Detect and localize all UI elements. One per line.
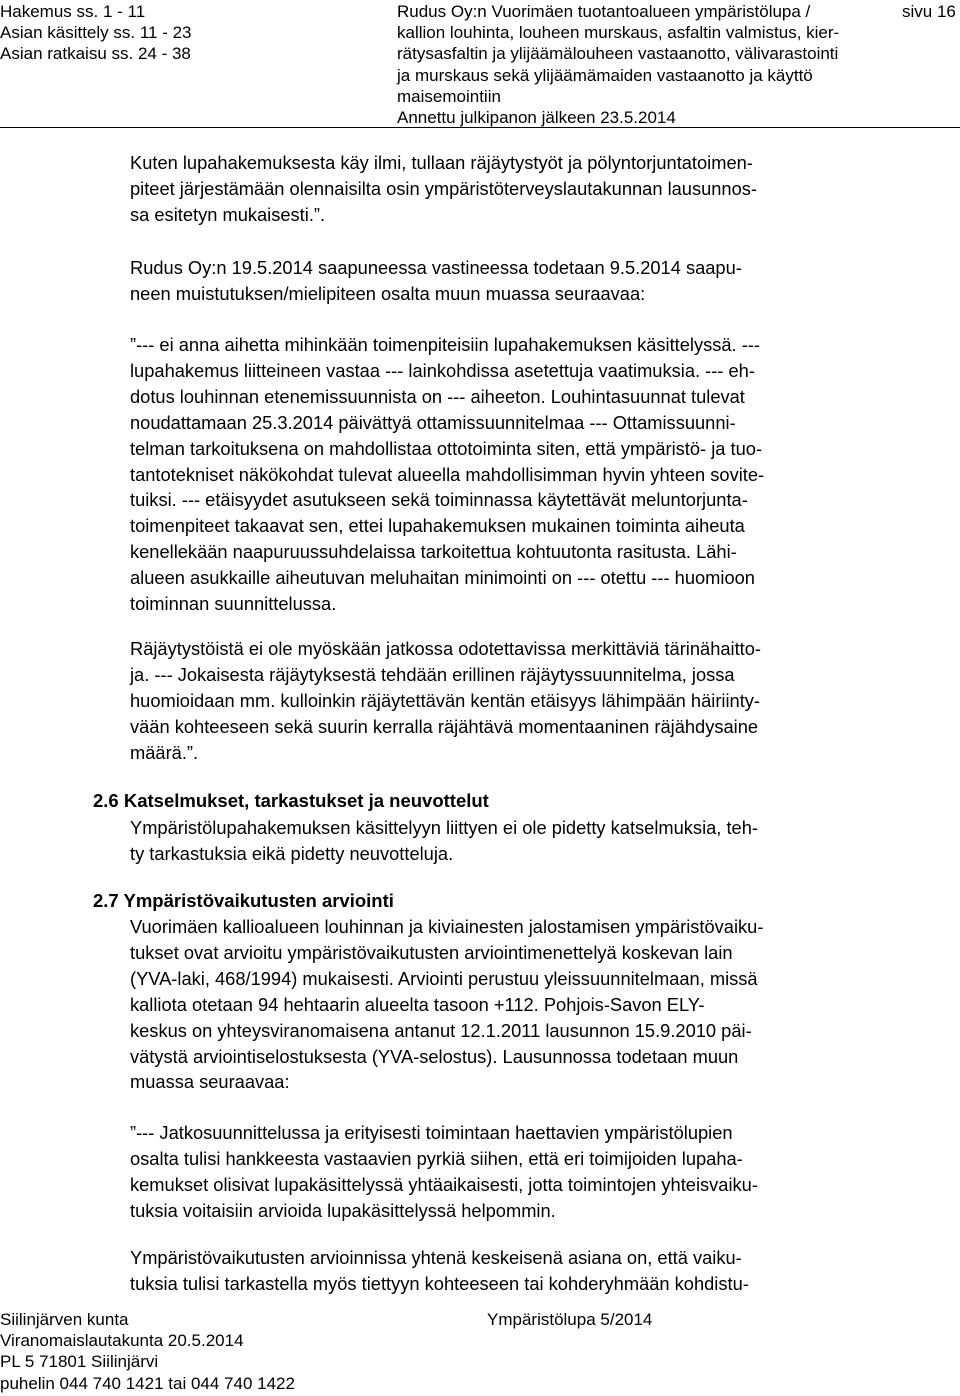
- header-title-line: kallion louhinta, louheen murskaus, asfaltin valmistus, kier-: [397, 23, 840, 43]
- header-section-ranges: [0, 1, 192, 65]
- text-line: Rudus Oy:n 19.5.2014 saapuneessa vastineessa todetaan 9.5.2014 saapu-: [130, 257, 742, 278]
- text-line: huomioidaan mm. kulloinkin räjäytettävän kentän etäisyys lähimpään häiriinty-: [130, 689, 761, 711]
- footer-line: Siilinjärven kunta: [0, 1310, 129, 1329]
- quoted-paragraph: [130, 332, 764, 617]
- text-line: Räjäytystöistä ei ole myöskään jatkossa odotettavissa merkittäviä tärinähaitto-: [130, 638, 761, 659]
- page-footer: [0, 1309, 960, 1396]
- header-left-line: Asian käsittely ss. 11 - 23: [0, 23, 192, 43]
- page-number: sivu 16: [902, 2, 956, 21]
- header-title-line: ja murskaus sekä ylijäämämaiden vastaanotto ja käyttö: [397, 65, 813, 85]
- text-line: telman tarkoituksena on mahdollistaa ottotoiminta siten, että ympäristö- ja tuo-: [130, 437, 763, 459]
- paragraph: [130, 914, 763, 1095]
- text-line: tukset ovat arvioitu ympäristövaikutusten arviointimenettelyä koskevan lain: [130, 941, 733, 963]
- text-line: lupahakemus liitteineen vastaa --- lainkohdissa asetettuja vaatimuksia. --- eh-: [130, 359, 755, 381]
- section-heading-2-6: 2.6 Katselmukset, tarkastukset ja neuvottelut: [93, 790, 489, 811]
- footer-line: puhelin 044 740 1421 tai 044 740 1422: [0, 1373, 295, 1393]
- text-line: toimenpiteet takaavat sen, ettei lupahakemuksen mukainen toiminta aiheuta: [130, 515, 745, 537]
- header-title-line: Rudus Oy:n Vuorimäen tuotantoalueen ympäristölupa /: [397, 2, 811, 21]
- quoted-paragraph: [130, 636, 761, 766]
- text-line: osalta tulisi hankkeesta vastaavien pyrkiä siihen, että eri toimijoiden lupaha-: [130, 1147, 743, 1169]
- paragraph: [130, 1245, 749, 1297]
- text-line: ”--- ei anna aihetta mihinkään toimenpiteisiin lupahakemuksen käsittelyssä. ---: [130, 334, 760, 355]
- text-line: muassa seuraavaa:: [130, 1071, 290, 1093]
- header-left-line: Hakemus ss. 1 - 11: [0, 2, 146, 21]
- quoted-paragraph: [130, 1120, 758, 1224]
- paragraph: [130, 150, 757, 228]
- text-line: kenellekään naapuruussuhdelaissa tarkoitettua kohtuutonta rasitusta. Lähi-: [130, 541, 737, 563]
- text-line: tantotekniset näkökohdat tulevat alueella mahdollisimman hyvin yhteen sovite-: [130, 463, 765, 485]
- header-left-line: Asian ratkaisu ss. 24 - 38: [0, 44, 191, 64]
- text-line: piteet järjestämään olennaisilta osin ympäristöterveyslautakunnan lausunnos-: [130, 177, 757, 199]
- text-line: neen muistutuksen/mielipiteen osalta muun muassa seuraavaa:: [130, 282, 646, 304]
- text-line: Ympäristövaikutusten arvioinnissa yhtenä keskeisenä asiana on, että vaiku-: [130, 1247, 742, 1268]
- footer-contact: [0, 1309, 295, 1394]
- text-line: tuiksi. --- etäisyydet asutukseen sekä toiminnassa käytettävät meluntorjunta-: [130, 489, 748, 511]
- header-title-line: Annettu julkipanon jälkeen 23.5.2014: [397, 108, 676, 128]
- section-heading-2-7: 2.7 Ympäristövaikutusten arviointi: [93, 890, 394, 911]
- text-line: dotus louhinnan etenemissuunnista on --- aiheeton. Louhintasuunnat tulevat: [130, 385, 745, 407]
- text-line: määrä.”.: [130, 741, 199, 763]
- text-line: vään kohteeseen sekä suurin kerralla räjähtävä momentaaninen räjähdysaine: [130, 715, 759, 737]
- text-line: ty tarkastuksia eikä pidetty neuvotteluja.: [130, 842, 454, 864]
- text-line: tuksia tulisi tarkastella myös tiettyyn kohteeseen tai kohderyhmään kohdistu-: [130, 1272, 749, 1294]
- text-line: Vuorimäen kallioalueen louhinnan ja kiviainesten jalostamisen ympäristövaiku-: [130, 916, 764, 937]
- footer-decision-id: [487, 1309, 652, 1330]
- text-line: ja. --- Jokaisesta räjäytyksestä tehdään erillinen räjäytyssuunnitelma, jossa: [130, 663, 735, 685]
- header-title-line: rätysasfaltin ja ylijäämälouheen vastaanotto, välivarastointi: [397, 44, 839, 64]
- text-line: sa esitetyn mukaisesti.”.: [130, 203, 326, 225]
- text-line: alueen asukkaille aiheutuvan meluhaitan minimointi on --- otettu --- huomioon: [130, 567, 755, 589]
- text-line: Kuten lupahakemuksesta käy ilmi, tullaan räjäytystyöt ja pölyntorjuntatoimen-: [130, 152, 753, 173]
- text-line: noudattamaan 25.3.2014 päivättyä ottamissuunnitelmaa --- Ottamissuunni-: [130, 411, 736, 433]
- text-line: keskus on yhteysviranomaisena antanut 12.1.2011 lausunnon 15.9.2010 päi-: [130, 1019, 752, 1041]
- text-line: vätystä arviointiselostuksesta (YVA-selostus). Lausunnossa todetaan muun: [130, 1045, 739, 1067]
- text-line: (YVA-laki, 468/1994) mukaisesti. Arviointi perustuu yleissuunnitelmaan, missä: [130, 967, 758, 989]
- paragraph: [130, 815, 758, 867]
- footer-line: Ympäristölupa 5/2014: [487, 1310, 653, 1329]
- header-document-title: [397, 1, 897, 128]
- header-title-line: maisemointiin: [397, 86, 501, 106]
- text-line: kemukset olisivat lupakäsittelyssä yhtäaikaisesti, jotta toimintojen yhteisvaiku-: [130, 1173, 758, 1195]
- text-line: toiminnan suunnittelussa.: [130, 593, 337, 615]
- text-line: ”--- Jatkosuunnittelussa ja erityisesti toimintaan haettavien ympäristölupien: [130, 1122, 733, 1143]
- text-line: Ympäristölupahakemuksen käsittelyyn liittyen ei ole pidetty katselmuksia, teh-: [130, 817, 758, 838]
- page-header: [0, 0, 960, 128]
- text-line: kalliota otetaan 94 hehtaarin alueelta tasoon +112. Pohjois-Savon ELY-: [130, 993, 705, 1015]
- text-line: tuksia voitaisiin arvioida lupakäsittelyssä helpommin.: [130, 1199, 556, 1221]
- footer-line: PL 5 71801 Siilinjärvi: [0, 1352, 159, 1372]
- footer-line: Viranomaislautakunta 20.5.2014: [0, 1331, 244, 1351]
- paragraph: [130, 255, 742, 307]
